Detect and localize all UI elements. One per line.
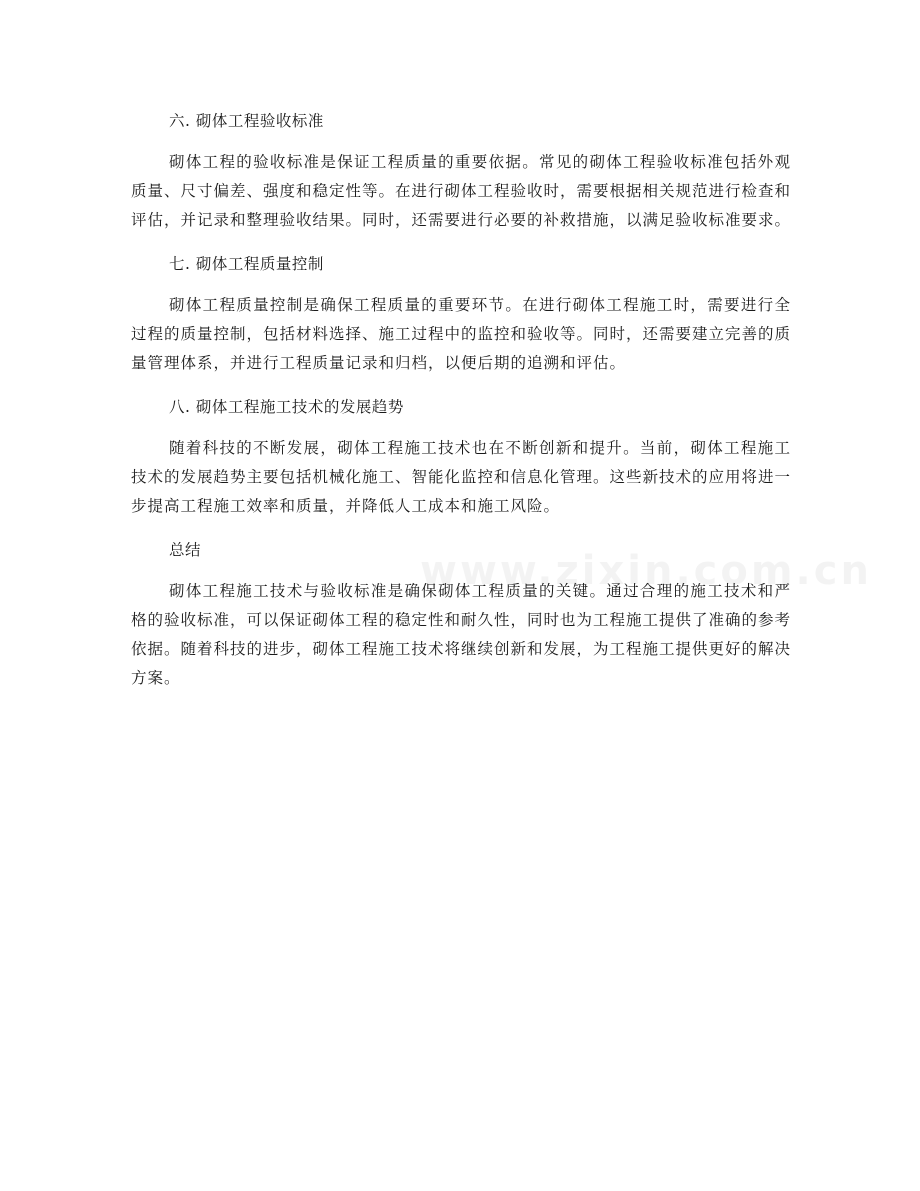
section-heading-development-trends: 八. 砌体工程施工技术的发展趋势 xyxy=(169,398,404,416)
section-heading-quality-control: 七. 砌体工程质量控制 xyxy=(169,255,324,273)
section-paragraph-development-trends: 随着科技的不断发展，砌体工程施工技术也在不断创新和提升。当前，砌体工程施工技术的发展趋势主要包括机械化施工、智能化监控和信息化管理。这些新技术的应用将进一步提高工程施工效率和质量，并降低人工成本和施工风险。 xyxy=(131,439,792,515)
section-paragraph-quality-control: 砌体工程质量控制是确保工程质量的重要环节。在进行砌体工程施工时，需要进行全过程的质量控制，包括材料选择、施工过程中的监控和验收等。同时，还需要建立完善的质量管理体系，并进行工程质量记录和归档，以便后期的追溯和评估。 xyxy=(131,296,792,372)
section-heading-summary: 总结 xyxy=(169,541,202,559)
section-heading-acceptance-standards: 六. 砌体工程验收标准 xyxy=(169,112,324,130)
section-paragraph-summary: 砌体工程施工技术与验收标准是确保砌体工程质量的关键。通过合理的施工技术和严格的验收标准，可以保证砌体工程的稳定性和耐久性，同时也为工程施工提供了准确的参考依据。随着科技的进步，砌体工程施工技术将继续创新和发展，为工程施工提供更好的解决方案。 xyxy=(131,582,792,687)
document-body xyxy=(131,107,791,708)
section-paragraph-acceptance-standards: 砌体工程的验收标准是保证工程质量的重要依据。常见的砌体工程验收标准包括外观质量、尺寸偏差、强度和稳定性等。在进行砌体工程验收时，需要根据相关规范进行检查和评估，并记录和整理验收结果。同时，还需要进行必要的补救措施，以满足验收标准要求。 xyxy=(131,153,792,229)
